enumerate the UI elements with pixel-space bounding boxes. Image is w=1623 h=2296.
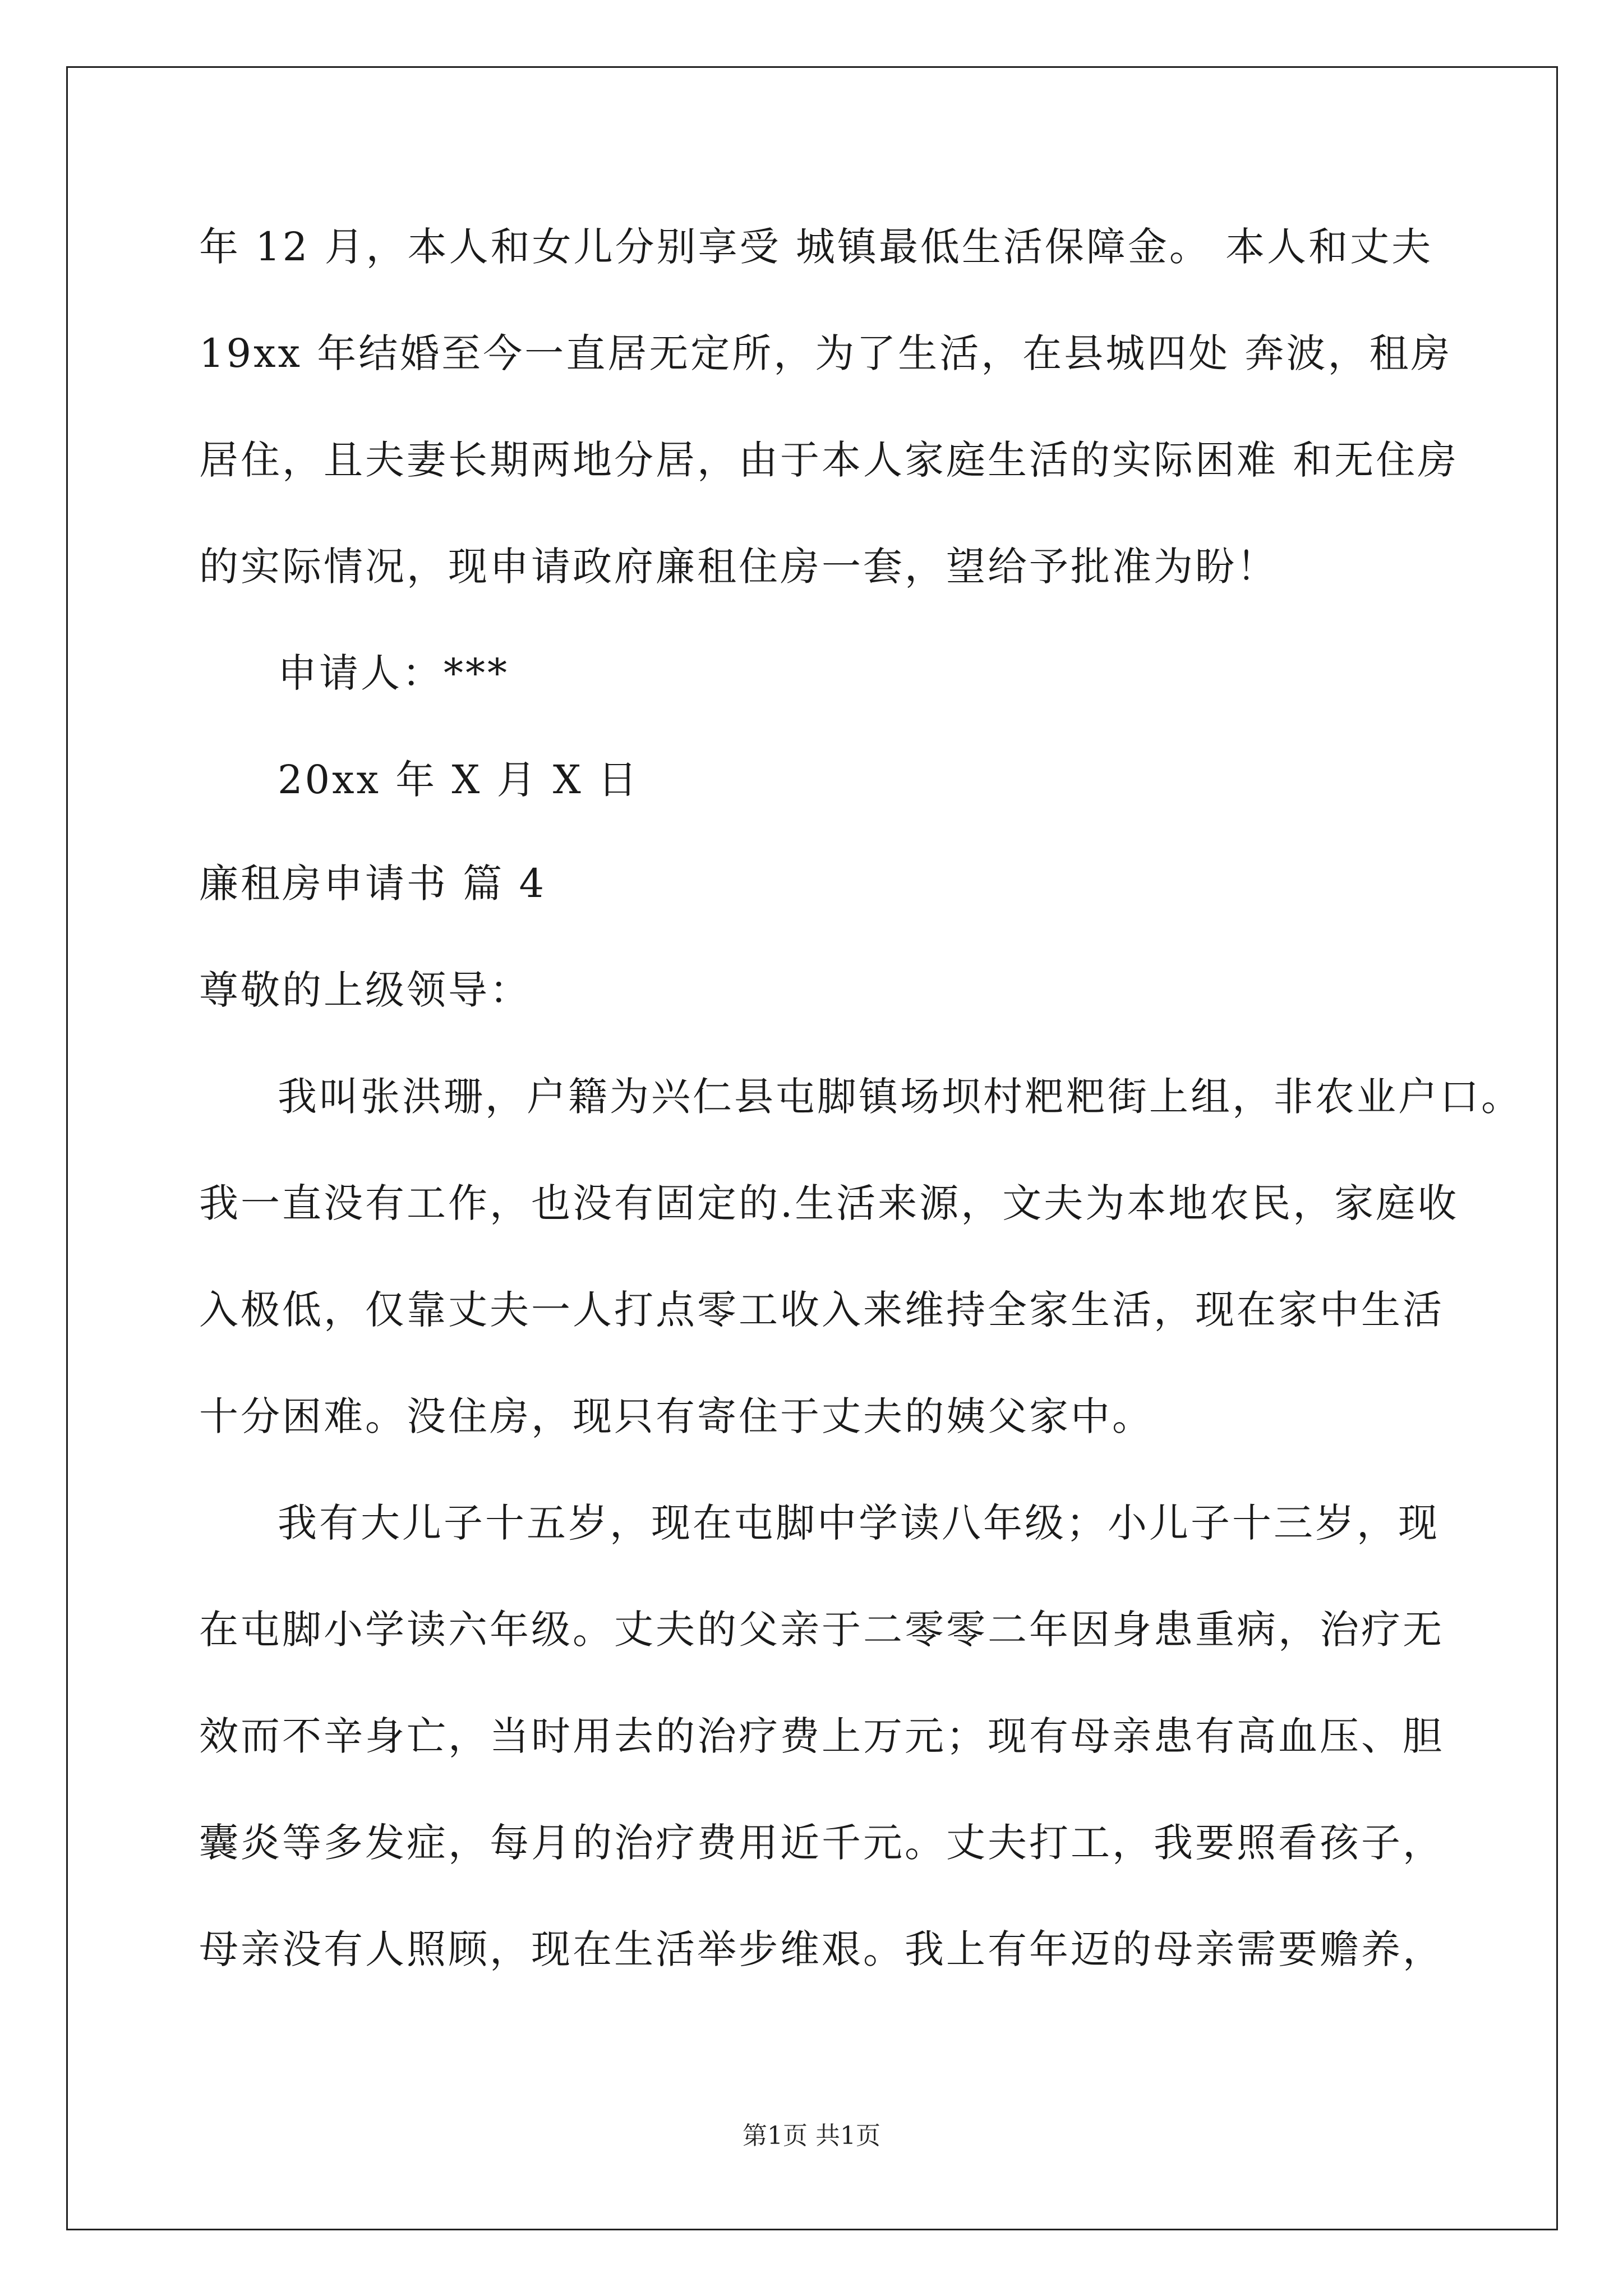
paragraph-line: 我有大儿子十五岁，现在屯脚中学读八年级；小儿子十三岁，现 [278, 1500, 1440, 1546]
paragraph-line: 母亲没有人照顾，现在生活举步维艰。我上有年迈的母亲需要赡养， [199, 1926, 1444, 1972]
paragraph-line: 19xx 年结婚至今一直居无定所，为了生活，在县城四处 奔波，租房 [199, 330, 1453, 376]
paragraph-line: 十分困难。没住房，现只有寄住于丈夫的姨父家中。 [199, 1393, 1154, 1439]
paragraph-line: 入极低，仅靠丈夫一人打点零工收入来维持全家生活，现在家中生活 [199, 1287, 1444, 1333]
paragraph-line: 居住，且夫妻长期两地分居，由于本人家庭生活的实际困难 和无住房 [199, 437, 1459, 483]
applicant-signature: 申请人：*** [278, 650, 509, 696]
paragraph-line: 囊炎等多发症，每月的治疗费用近千元。丈夫打工，我要照看孩子， [199, 1820, 1444, 1866]
paragraph-line: 我叫张洪珊，户籍为兴仁县屯脚镇场坝村粑粑街上组，非农业户口。 [278, 1074, 1523, 1120]
paragraph-line: 在屯脚小学读六年级。丈夫的父亲于二零零二年因身患重病，治疗无 [199, 1607, 1444, 1653]
page-border [66, 66, 1558, 2230]
page-number-footer: 第1页 共1页 [743, 2122, 880, 2150]
salutation: 尊敬的上级领导： [199, 967, 531, 1013]
paragraph-line: 年 12 月，本人和女儿分别享受 城镇最低生活保障金。 本人和丈夫 [199, 224, 1433, 270]
paragraph-line: 我一直没有工作，也没有固定的.生活来源，文夫为本地农民，家庭收 [199, 1180, 1459, 1226]
section-heading: 廉租房申请书 篇 4 [199, 861, 547, 907]
paragraph-line: 效而不辛身亡，当时用去的治疗费上万元；现有母亲患有高血压、胆 [199, 1713, 1444, 1759]
application-date: 20xx 年 X 月 X 日 [278, 757, 639, 803]
paragraph-line: 的实际情况，现申请政府廉租住房一套，望给予批准为盼！ [199, 544, 1278, 590]
